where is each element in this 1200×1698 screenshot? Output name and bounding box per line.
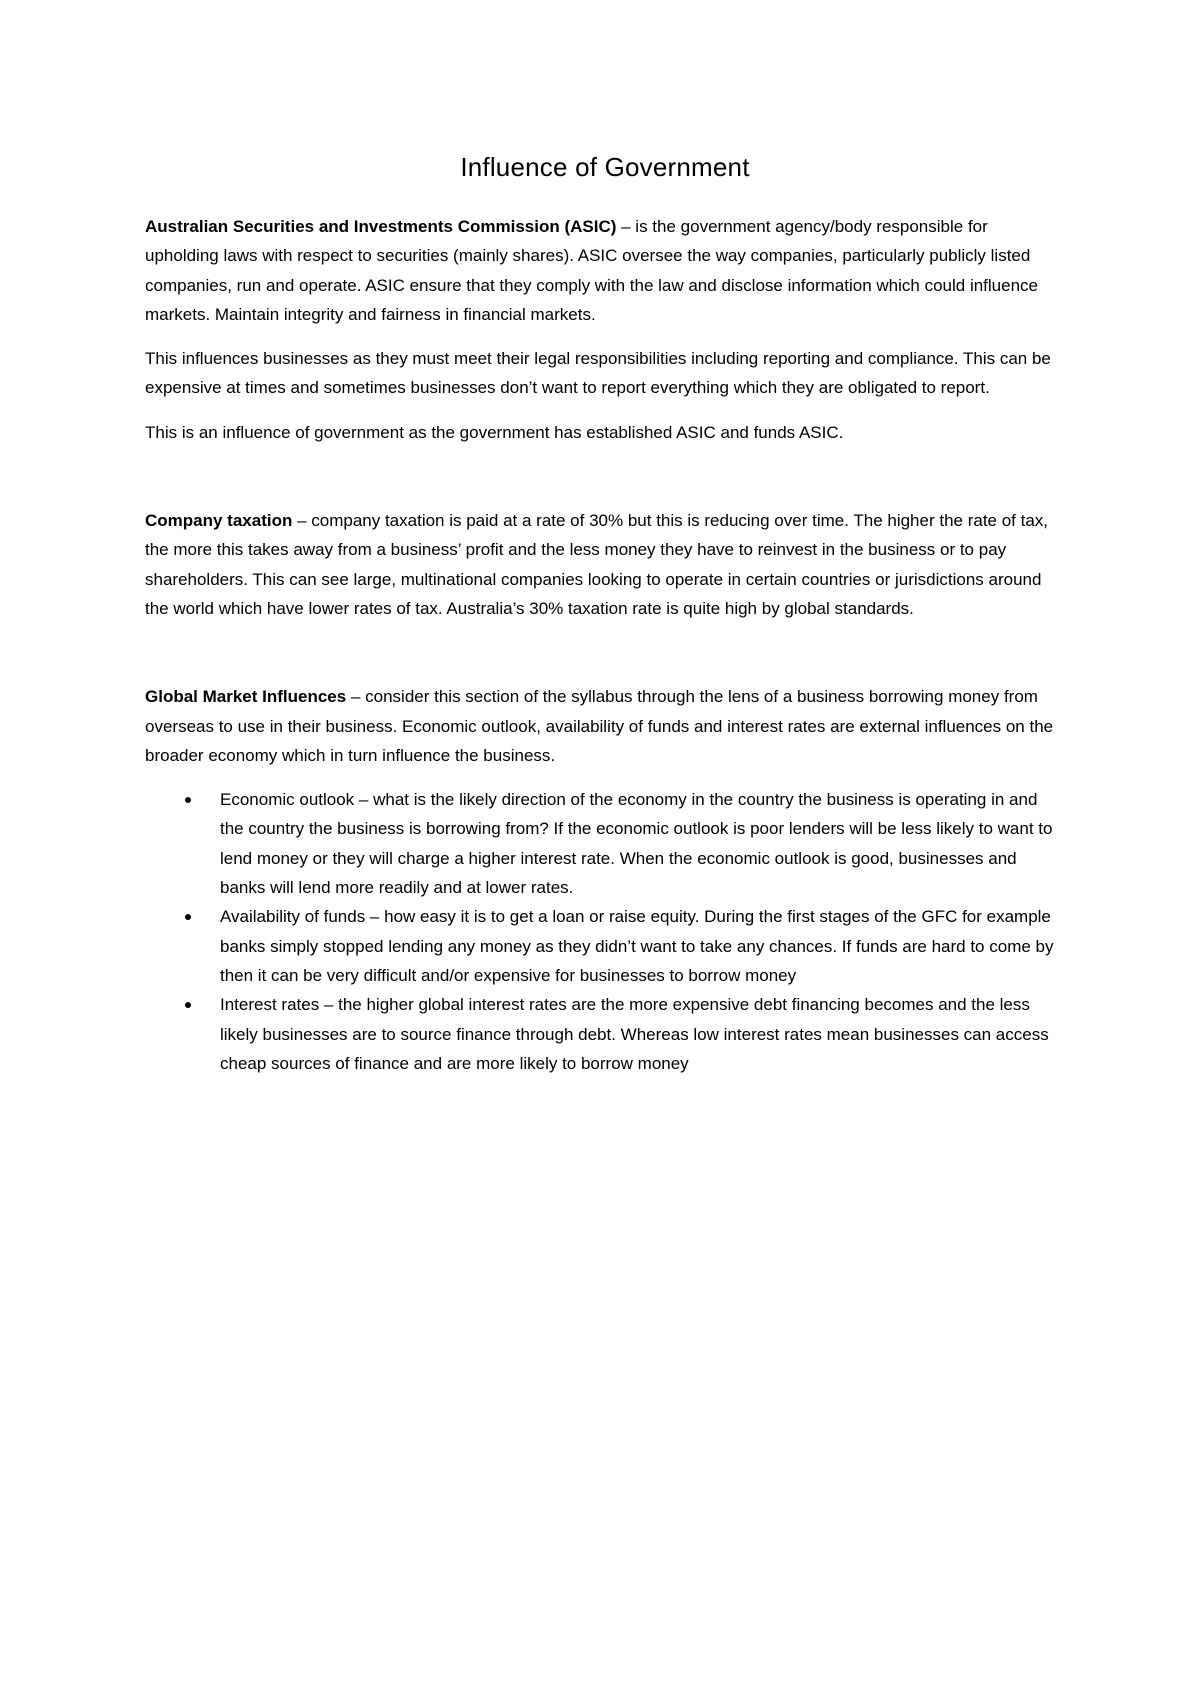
section-asic (145, 212, 1065, 447)
taxation-intro-text: – company taxation is paid at a rate of 30% but this is reducing over time. The higher the rate of tax, the more this takes away from a business’ profit and the less money they have to reinvest in the business or to pay shareholders. This can see large, multinational companies looking to operate in certain countries or jurisdictions around the world which have lower rates of tax. Australia’s 30% taxation rate is quite high by global standards. (145, 511, 1049, 618)
taxation-heading: Company taxation (145, 511, 293, 531)
section-spacer (145, 638, 1065, 682)
global-market-bullet-list (145, 785, 1065, 1078)
asic-government-paragraph: This is an influence of government as the government has established ASIC and funds ASIC. (145, 422, 844, 442)
bullet-dot-icon (185, 914, 191, 920)
asic-paragraph (145, 212, 1065, 329)
section-global-market (145, 682, 1065, 1078)
section-company-taxation (145, 506, 1065, 623)
bullet-dot-icon (185, 1002, 191, 1008)
bullet-text: Availability of funds – how easy it is to get a loan or raise equity. During the first stages of the GFC for example banks simply stopped lending any money as they didn’t want to take any chances. If funds are hard to come by then it can be very difficult and/or expensive for businesses to borrow money (220, 907, 1054, 985)
global-market-paragraph (145, 682, 1065, 770)
bullet-availability-of-funds (145, 902, 1065, 990)
bullet-dot-icon (185, 797, 191, 803)
global-market-intro-text: – consider this section of the syllabus through the lens of a business borrowing money from overseas to use in their business. Economic outlook, availability of funds and interest rates are external influences on the broader economy which in turn influence the business. (145, 687, 1054, 765)
bullet-interest-rates (145, 990, 1065, 1078)
bullet-text: Interest rates – the higher global interest rates are the more expensive debt financing becomes and the less likely businesses are to source finance through debt. Whereas low interest rates mean businesses can access cheap sources of finance and are more likely to borrow money (220, 995, 1049, 1073)
asic-heading: Australian Securities and Investments Commission (ASIC) (145, 217, 617, 236)
section-spacer (145, 462, 1065, 506)
page-title: Influence of Government (460, 152, 750, 182)
asic-influence-paragraph: This influences businesses as they must meet their legal responsibilities including reporting and compliance. This can be expensive at times and sometimes businesses don’t want to report everything which they are obligated to report. (145, 349, 1051, 398)
bullet-text: Economic outlook – what is the likely direction of the economy in the country the business is operating in and the country the business is borrowing from? If the economic outlook is poor lenders will be less likely to want to lend money or they will charge a higher interest rate. When the economic outlook is good, businesses and banks will lend more readily and at lower rates. (220, 790, 1053, 898)
asic-intro-text: – is the government agency/body responsible for upholding laws with respect to securities (mainly shares). ASIC oversee the way companies, particularly publicly listed companies, run and operate. ASIC ensure that they comply with the law and disclose information which could influence markets. Maintain integrity and fairness in financial markets. (145, 217, 1038, 324)
document-body (145, 150, 1065, 1078)
global-market-heading: Global Market Influences (145, 687, 347, 707)
taxation-paragraph (145, 506, 1065, 623)
bullet-economic-outlook (145, 785, 1065, 902)
